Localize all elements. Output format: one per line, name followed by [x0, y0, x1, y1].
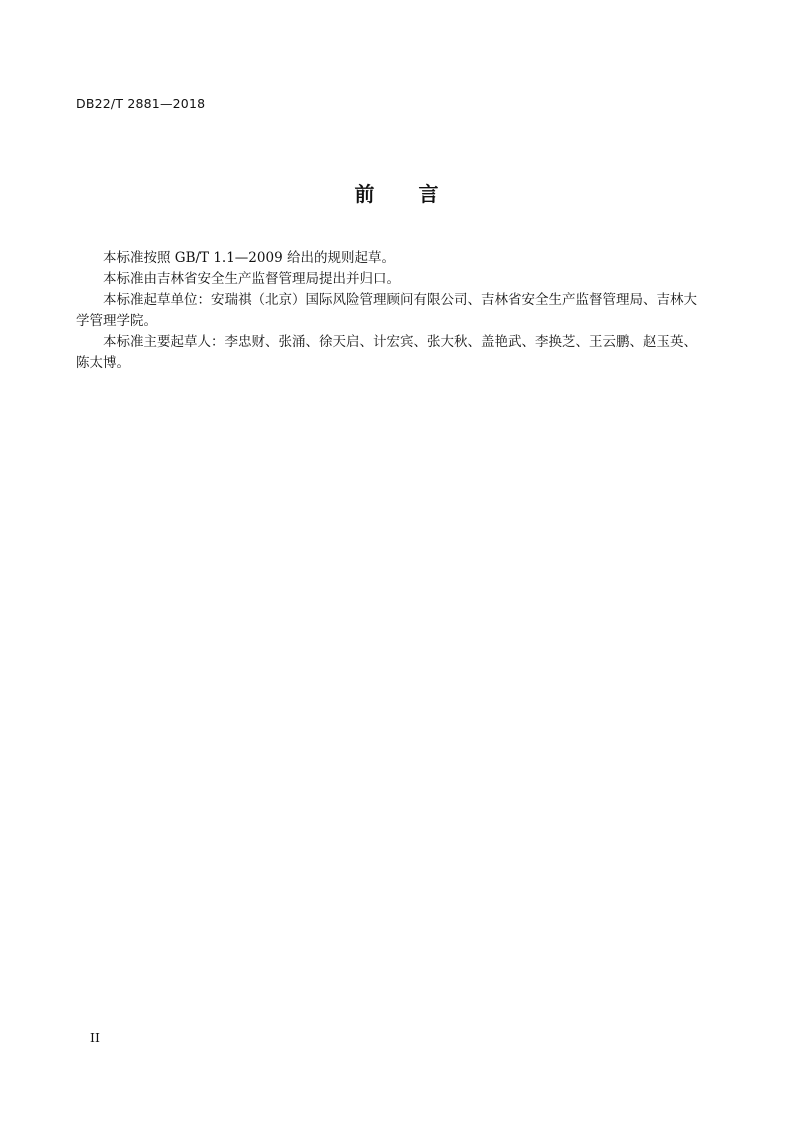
page-title — [0, 178, 793, 207]
page-number: II — [90, 1030, 100, 1045]
title-char-1: 前 — [354, 182, 375, 206]
foreword-body — [76, 248, 706, 374]
paragraph-drafting-units: 本标准起草单位：安瑞祺（北京）国际风险管理顾问有限公司、吉林省安全生产监督管理局、吉林大学管理学院。 — [76, 292, 697, 329]
paragraph-drafters: 本标准主要起草人：李忠财、张涌、徐天启、计宏宾、张大秋、盖艳武、李换芝、王云鹏、赵玉英、陈太博。 — [76, 334, 697, 371]
paragraph-proposer: 本标准由吉林省安全生产监督管理局提出并归口。 — [103, 271, 400, 287]
document-code: DB22/T 2881—2018 — [76, 96, 206, 111]
title-char-2: 言 — [418, 182, 439, 206]
paragraph-drafting-rules: 本标准按照 GB/T 1.1—2009 给出的规则起草。 — [103, 250, 395, 266]
